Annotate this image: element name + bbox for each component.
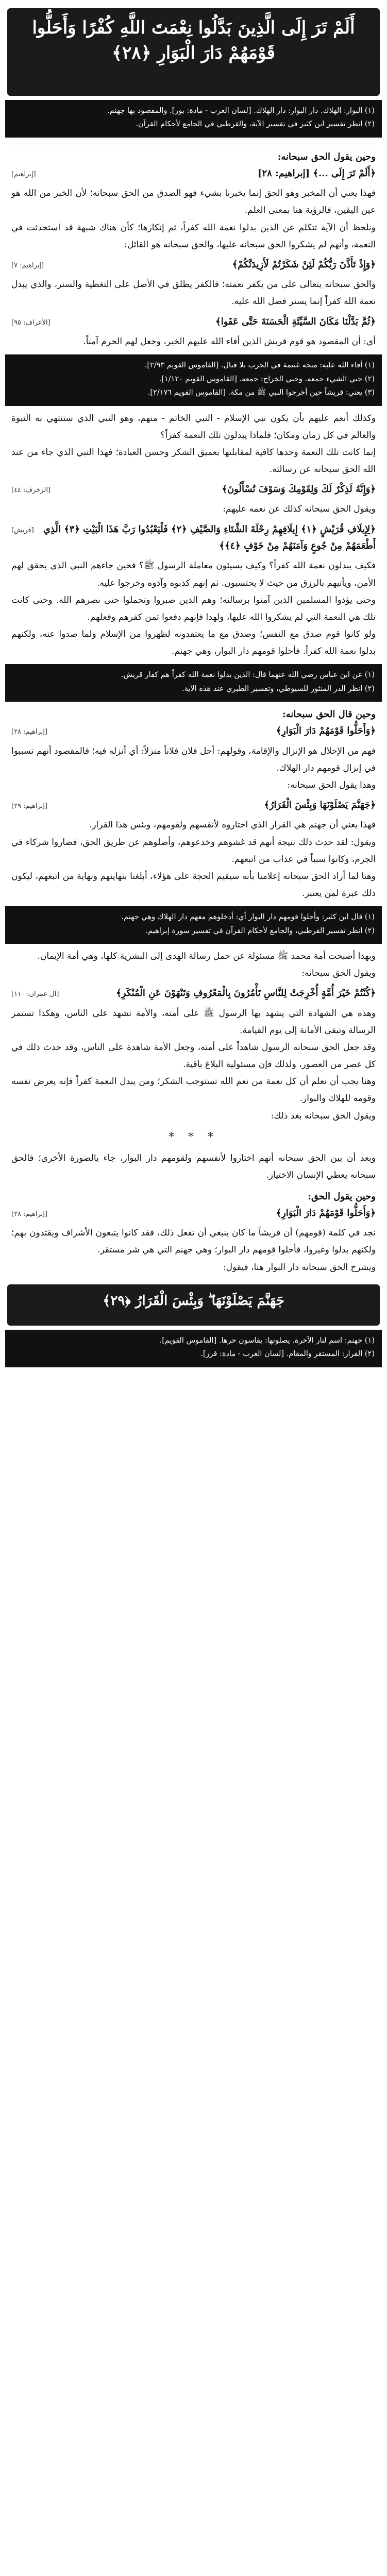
paragraph: فكيف يبدلون نعمة الله كفراً؟ وكيف يسيئون معاملة الرسول ﷺ؟ فحين جاءهم النبي الذي يحقق لهم الأمن، ويأتيهم بالرزق من حيث لا يحتسبون. ثم إنهم كذبوه وآذوه وخرجوا عليه. [11,561,376,588]
paragraph: وهنا لما أراد الحق سبحانه إعلامنا بأنه سيقيم الحجة على هؤلاء، أبلغنا بنهايتهم ونهاية من اتبعهم، ليكون ذلك عبرة لمن يعتبر. [11,871,376,899]
section-heading: وحين قال الحق سبحانه: [282,709,376,720]
footnote: (٢) القرار: المستقر والمقام. [لسان العرب - مادة: قرر]. [200,1350,375,1359]
verse-ref: [إبراهيم: ٧] [11,261,44,269]
footnote: (١) أفاء الله عليه: منحه غنيمة في الحرب بلا قتال. [القاموس القويم ٢/٩٣]. [144,361,375,370]
paragraph: وحتى يؤذوا المسلمين الذين آمنوا برسالته؛ وهم الذين صبروا وتحملوا حتى نصرهم الله. وحتى كانت تلك هي النعمة التي لم يشكروا الله عليها، ولهذا فإنهم دفعوا ثمن كفرهم وفعلهم. [11,595,376,622]
paragraph: وقد جعل الحق سبحانه الرسول شاهداً على أمته، وجعل الأمة شاهدة على الناس، وقد حدث ذلك في كل عصر من العصور، ولذلك فإن مسئولية البلاغ باقية. [11,1042,376,1070]
paragraph: فهذا يعني أن المخبر وهو الحق إنما يخبرنا بشيء فهو الصدق من الحق سبحانه؛ لأن الخبر من الله هو عين اليقين، فالرؤية هنا بمعنى العلم. [11,188,376,216]
paragraph: والحق سبحانه يتعالى على من يكفر نعمته؛ فالكفر يطلق في الأصل على التغطية والستر، والذي يبدل نعمة الله كفراً إنما يستر فضل الله عليه. [11,279,376,307]
verse-ref: [آل عمران: ١١٠] [11,990,59,998]
paragraph: ويقول الحق سبحانه: [301,968,376,979]
section-separator: * * * [169,1130,218,1144]
section-heading: وحين يقول الحق سبحانه: [277,151,376,162]
verse-text: ﴿كُنْتُمْ خَيْرَ أُمَّةٍ أُخْرِجَتْ لِلنَّاسِ تَأْمُرُونَ بِالْمَعْرُوفِ وَتَنْهَوْنَ عَنِ الْمُنْكَرِ﴾ [116,988,376,999]
paragraph: إنما كانت تلك النعمة وحدها كافية لمقابلتها بعميق الشكر وحسن العبادة؛ فهذا النبي الذي جاء من عند الله الحق سبحانه عن رسالته. [11,447,376,474]
verse-ref: [قريش] [11,526,34,534]
quran-verse [11,481,376,498]
footnote: (١) عن ابن عباس رضي الله عنهما قال: الذين بدلوا نعمة الله كفراً هم كفار قريش. [121,671,375,680]
verse-ref: [الزخرف: ٤٤] [11,486,51,495]
verse-text: ﴿جَهَنَّمَ يَصْلَوْنَهَا وَبِئْسَ الْقَرَارُ﴾ [264,799,376,810]
verse-text: ﴿لِإِيلَافِ قُرَيْشٍ ﴿١﴾ إِيلَافِهِمْ رِحْلَةَ الشِّتَاءِ وَالصَّيْفِ ﴿٢﴾ فَلْيَعْبُدُوا رَبَّ هَذَا الْبَيْتِ ﴿٣﴾ الَّذِي أَطْعَمَهُمْ مِنْ جُوعٍ وَآمَنَهُمْ مِنْ خَوْفٍ ﴿٤﴾﴾ [43,523,376,551]
verse-text: ﴿وَإِنَّهُ لَذِكْرٌ لَكَ وَلِقَوْمِكَ وَسَوْفَ تُسْأَلُونَ﴾ [222,484,376,495]
quran-verse [11,521,376,555]
footnote: (٣) يعني: قريشاً حين أخرجوا النبي ﷺ من مكة. [القاموس القويم ٢/١٧٦]. [147,388,375,397]
footnote: (١) جهنم: اسم لنار الآخرة. يصلونها: يقاسون حرها. [القاموس القويم]. [159,1336,375,1345]
verse-text: ﴿وَأَحَلُّوا قَوْمَهُمْ دَارَ الْبَوَارِ﴾ [276,725,376,737]
footnote: (٢) جبي الشيء جمعه. وجبي الخراج: جمعه. [القاموس القويم ١/١٢٠]. [159,375,375,383]
quran-verse [11,257,376,273]
paragraph: نجد في كلمة (قومهم) أن قريشاً ما كان ينبغي أن تفعل ذلك، فقد كانوا يتبعون الأشراف ويقتدون بهم؛ ولكنهم بدلوا وغيروا، فأحلوا قومهم دار البوار؛ وهي جهنم التي هي شر مستقر. [11,1228,376,1256]
top-footnotes [5,100,382,138]
paragraph: وبهذا أصبحت أمة محمد ﷺ مسئولة عن حمل رسالة الهدى إلى البشرية كلها، وهي أمة الإيمان. [37,951,376,961]
paragraph: ويشرح الحق سبحانه دار البوار هنا، فيقول: [223,1262,376,1273]
quran-verse [11,723,376,739]
quran-verse [11,314,376,330]
top-verse-banner: أَلَمْ تَرَ إِلَى الَّذِينَ بَدَّلُوا نِعْمَتَ اللَّهِ كُفْرًا وَأَحَلُّوا قَوْمَهُمْ دَارَ الْبَوَارِ ﴿٢٨﴾ [7,8,380,96]
quran-verse [11,985,376,1002]
verse-text: ﴿أَلَمْ تَرَ إِلَى ...﴾ [إبراهيم: ٢٨] [257,167,376,179]
mid-verse-box [5,664,382,702]
verse-ref: [إبراهيم: ٢٨] [11,728,48,736]
quran-verse [11,1205,376,1222]
paragraph: وبعد أن بين الحق سبحانه أنهم اختاروا لأنفسهم ولقومهم دار البوار، جاء بالصورة الأخرى؛ فالحق سبحانه يعطي الإنسان الاختيار. [11,1153,376,1180]
verse-text: ﴿وَإِذْ تَأَذَّنَ رَبُّكُمْ لَئِنْ شَكَرْتُمْ لَأَزِيدَنَّكُمْ﴾ [232,259,376,270]
footnote: (١) البوار: الهلاك. دار البوار: دار الهلاك. [لسان العرب - مادة: بور]. والمقصود بها جهنم. [107,107,375,115]
paragraph: وهذا يقول الحق سبحانه: [287,779,376,790]
paragraph: فهذا يعني أن جهنم هي القرار الذي اختاروه لأنفسهم ولقومهم، وبئس هذا القرار. [89,820,376,831]
verse-ref: [إبراهيم: ٢٨] [11,1210,48,1218]
verse-ref: [الأعراف: ٩٥] [11,318,51,327]
bottom-footnote-box [5,906,382,944]
footnote: (٢) انظر الدر المنثور للسيوطي، وتفسير الطبري عند هذه الآية. [182,684,375,693]
bottom-verse-banner: جَهَنَّمَ يَصْلَوْنَهَا ۖ وَبِئْسَ الْقَرَارُ ﴿٢٩﴾ [7,1284,380,1326]
verse-text: ﴿وَأَحَلُّوا قَوْمَهُمْ دَارَ الْبَوَارِ﴾ [276,1207,376,1218]
footnote: (١) قال ابن كثير: وأحلوا قومهم دار البوار أي: أدخلوهم معهم دار الهلاك وهي جهنم. [121,913,375,922]
footnote: (٢) انظر تفسير القرطبي، والجامع لأحكام القرآن في تفسير سورة إبراهيم. [145,926,375,935]
paragraph: أي: أن المقصود هو قوم قريش الذين أفاء الله عليهم الخير، وجعل لهم الحرم آمناً. [83,336,376,347]
final-footnotes [5,1330,382,1367]
section-heading: وحين يقول الحق: [308,1191,376,1202]
quran-verse [11,797,376,814]
verse-ref: [إبراهيم] [11,170,36,178]
verse-text: ﴿ثُمَّ بَدَّلْنَا مَكَانَ السَّيِّئَةِ الْحَسَنَةَ حَتَّى عَفَوا﴾ [215,316,376,327]
paragraph: ويقول الحق سبحانه كذلك عن نعمه عليهم: [223,504,376,515]
paragraph: ويقول الحق سبحانه بعد ذلك: [271,1110,376,1121]
mid-footnotes [5,354,382,405]
paragraph: ويقول: لقد حدث ذلك نتيجة أنهم قد غشوهم وخدعوهم، وأضلوهم عن طريق الحق، فصاروا شركاء في الجرم، وكانوا سبباً في عذاب من اتبعهم. [11,837,376,865]
footnote: (٢) انظر تفسير ابن كثير في تفسير الآية، والقرطبي في الجامع لأحكام القرآن. [136,120,375,129]
paragraph: وكذلك أنعم عليهم بأن يكون نبي الإسلام - النبي الخاتم - منهم، وهو النبي الذي ستنتهي به النبوة والعالم في كل زمان ومكان؛ فلماذا يبدلون تلك النعمة كفراً؟ [11,413,376,440]
paragraph: ونلحظ أن الآية تتكلم عن الذين بدلوا نعمة الله كفراً، ثم إنكارها؛ كأن هناك شبهة قد استحدثت في النعمة، وأنهم لم يشكروا الحق سبحانه عليها، والحق سبحانه هو القائل: [11,222,376,250]
paragraph: وهنا يجب أن نعلم أن كل نعمة من نعم الله تستوجب الشكر؛ ومن يبدل النعمة كفراً فإنه يعرض نفسه وقومه للهلاك والبوار. [11,1076,376,1104]
paragraph: فهم من الإحلال هو الإنزال والإقامة، وقولهم: أحل فلان فلاناً منزلاً: أي أنزله فيه؛ فالمقصود أنهم تسببوا في إنزال قومهم دار الهلاك. [11,745,376,773]
paragraph: ولو كانوا قوم صدق مع النفس؛ وصدق مع ما يعتقدونه لظهروا من الإسلام ولما صدوا عنه، ولكنهم بدلوا نعمة الله كفراً. فأحلوا قومهم دار البوار، وهي جهنم. [11,629,376,657]
paragraph: وهذه هي الشهادة التي يشهد بها الرسول ﷺ على أمته، والأمة تشهد على الناس، وهكذا تستمر الرسالة وتبقى الأمانة إلى يوم القيامة. [11,1008,376,1036]
verse-ref: [إبراهيم: ٢٩] [11,802,48,810]
quran-verse [11,165,376,182]
